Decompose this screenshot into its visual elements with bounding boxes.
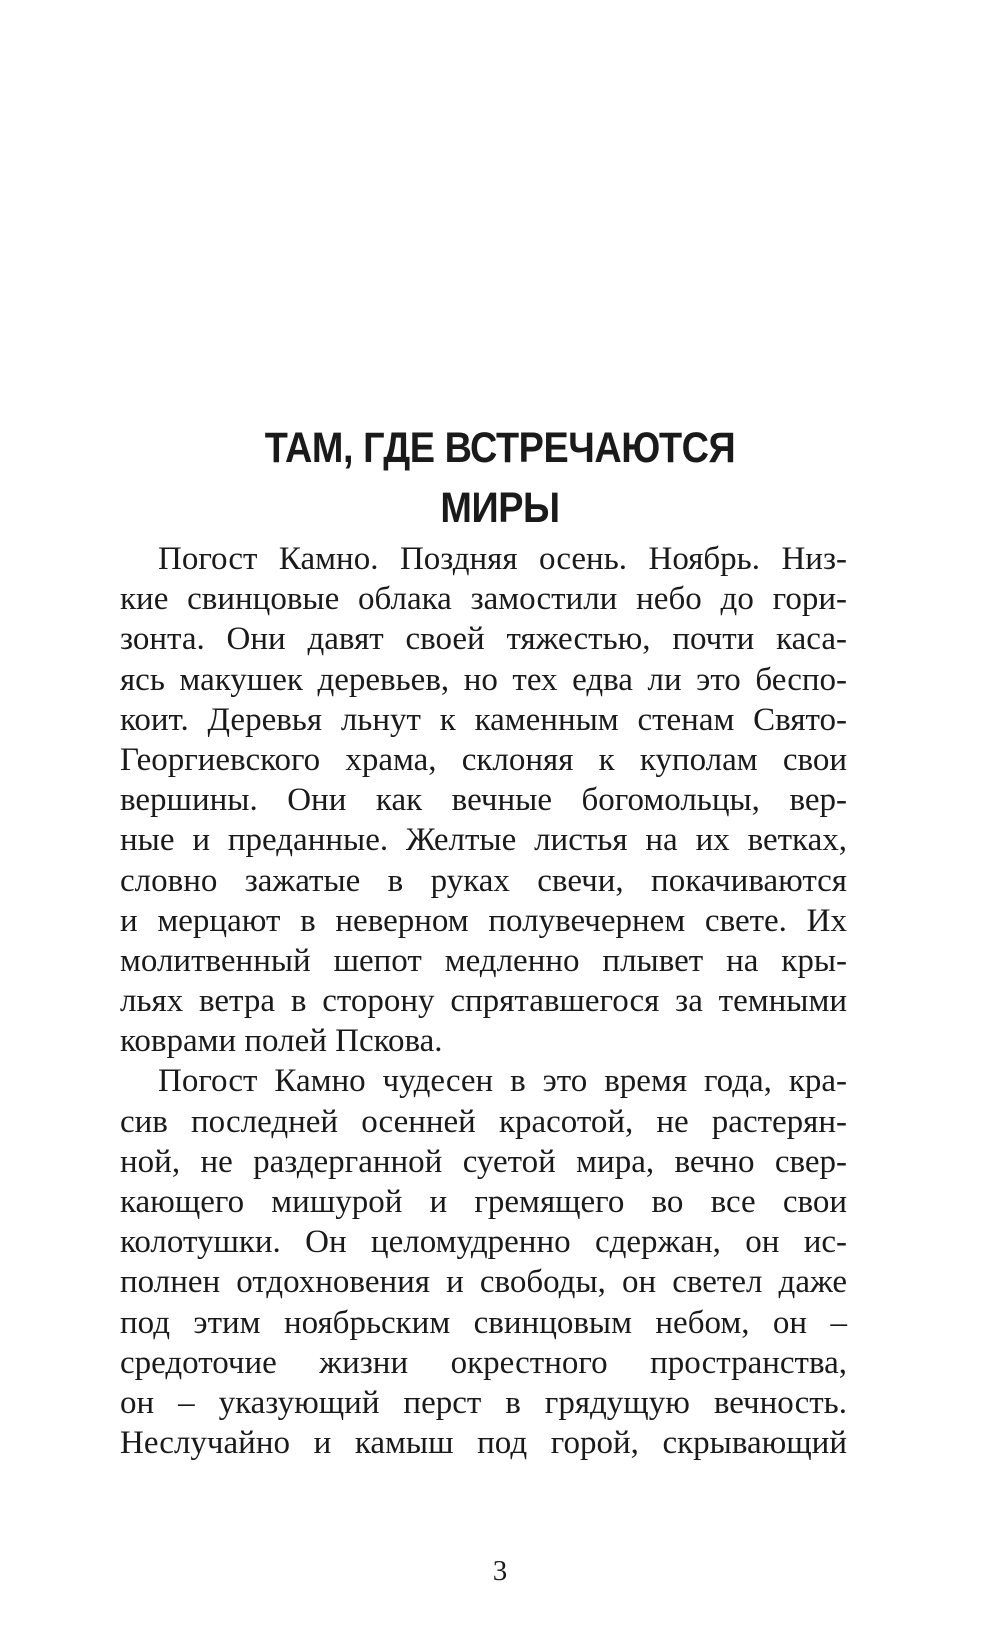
text-line: Погост Камно чудесен в это время года, кра- [158,1063,847,1100]
text-line: Погост Камно. Поздняя осень. Ноябрь. Низ- [158,541,847,577]
text-line: он – указующий перст в грядущую вечность. [120,1384,847,1421]
text-line: коврами полей Пскова. [120,1023,443,1060]
text-line: сив последней осенней красотой, не растерян- [120,1103,847,1140]
chapter-title-line-1: ТАМ, ГДЕ ВСТРЕЧАЮТСЯ [264,424,736,472]
chapter-body [120,539,847,1463]
text-line: молитвенный шепот медленно плывет на кры- [120,942,847,979]
text-line: колотушки. Он целомудренно сдержан, он ис- [120,1224,847,1261]
text-line: Неслучайно и камыш под горой, скрывающий [120,1425,847,1462]
text-line: зонта. Они давят своей тяжестью, почти каса- [120,621,847,658]
text-line: кие свинцовые облака замостили небо до гори- [120,581,847,618]
text-line: вершины. Они как вечные богомольцы, вер- [120,782,847,819]
text-line: и мерцают в неверном полувечернем свете. Их [120,902,847,939]
text-line: коит. Деревья льнут к каменным стенам Свято- [120,701,847,738]
text-line: Георгиевского храма, склоняя к куполам свои [120,741,847,778]
text-line: средоточие жизни окрестного пространства, [120,1344,847,1381]
chapter-title [60,418,940,538]
text-line: под этим ноябрьским свинцовым небом, он – [120,1304,847,1341]
text-line: кающего мишурой и гремящего во все свои [120,1184,847,1220]
text-line: полнен отдохновения и свободы, он светел даже [120,1264,847,1301]
chapter-title-line-2: МИРЫ [440,484,560,532]
text-line: словно зажатые в руках свечи, покачиваются [120,862,847,899]
text-line: льях ветра в сторону спрятавшегося за темными [120,983,847,1020]
text-line: ной, не раздерганной суетой мира, вечно свер- [120,1143,847,1180]
text-line: ные и преданные. Желтые листья на их ветках, [120,822,847,859]
page-number: 3 [492,1555,508,1587]
text-line: ясь макушек деревьев, но тех едва ли это беспо- [120,661,847,698]
